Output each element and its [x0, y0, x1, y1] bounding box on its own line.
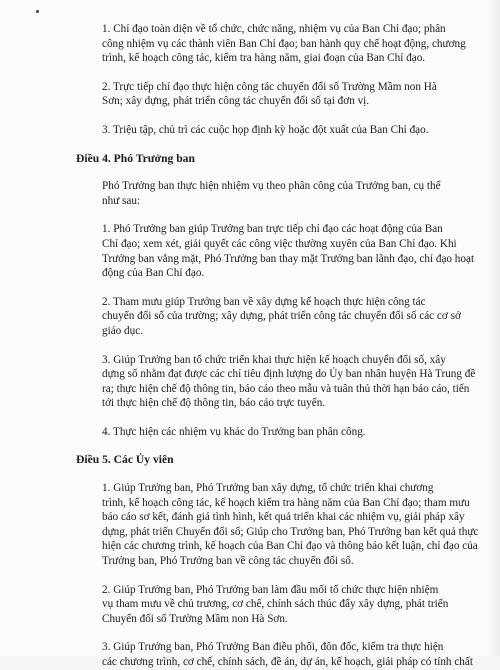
paragraph-art5-item2	[76, 583, 460, 627]
text-line: Chuyển đổi số Trường Mầm non Hà Sơn.	[102, 612, 288, 625]
text-line: 2. Trực tiếp chỉ đạo thực hiện công tác chuyển đổi số Trường Mầm non Hà	[102, 80, 437, 93]
text-line: 1. Chỉ đạo toàn diện về tổ chức, chức năng, nhiệm vụ của Ban Chỉ đạo; phân	[102, 23, 446, 35]
text-line: Sơn; xây dựng, phát triển công tác chuyển đổi số tại đơn vị.	[102, 95, 370, 108]
text-line: dựng, phát triển Chuyển đổi số; Giúp cho Trưởng ban, Phó Trưởng ban kết quả thực	[102, 525, 479, 538]
paragraph-art5-item3	[76, 640, 473, 669]
text-line: 3. Triệu tập, chủ trì các cuộc họp định kỳ hoặc đột xuất của Ban Chỉ đạo.	[102, 123, 429, 136]
paragraph-art4-item1	[76, 222, 475, 280]
paragraph-art4-item3	[76, 353, 476, 411]
text-line: Trưởng ban, Phó Trưởng ban về công tác chuyển đổi số.	[102, 555, 354, 568]
text-line: động của Ban Chỉ đạo.	[102, 267, 205, 280]
text-line: vụ tham mưu về chủ trương, cơ chế, chính sách thúc đẩy xây dựng, phát triển	[102, 598, 449, 611]
paragraph-art3-item2	[76, 80, 460, 109]
paragraph-art4-intro	[76, 179, 460, 208]
text-line: 2. Giúp Trưởng ban, Phó Trưởng ban làm đầu mối tổ chức thực hiện nhiệm	[102, 583, 439, 596]
text-line: 4. Thực hiện các nhiệm vụ khác do Trưởng ban phân công.	[102, 425, 366, 438]
text-line: ra; thực hiện chế độ thông tin, báo cáo theo mẫu và tuân thủ thời hạn báo cáo, tiến	[102, 382, 470, 395]
text-line: chuyển đổi số của trường; xây dựng, phát triển công tác chuyển đổi số các cơ sở	[102, 310, 461, 323]
text-line: Trưởng ban vắng mặt, Phó Trưởng ban thay mặt Trưởng ban lãnh đạo, chỉ đạo hoạt	[102, 252, 475, 265]
text-line: tới thực hiện chế độ thông tin, báo cáo trực tuyến.	[102, 397, 326, 410]
paragraph-art3-item3	[76, 123, 460, 138]
text-line: 3. Giúp Trưởng ban, Phó Trưởng Ban điều phối, đôn đốc, kiểm tra thực hiện	[102, 641, 444, 654]
text-line: 1. Giúp Trưởng ban, Phó Trưởng ban xây dựng, tổ chức triển khai chương	[102, 482, 434, 495]
paragraph-art4-item4	[76, 425, 460, 440]
text-line: trình, kế hoạch công tác, kế hoạch kiểm tra hàng năm của Ban Chỉ đạo; tham mưu	[102, 496, 470, 509]
paragraph-art5-item1	[76, 481, 479, 569]
text-line: như sau:	[102, 194, 141, 207]
article-4-heading: Điều 4. Phó Trưởng ban	[76, 151, 195, 165]
page-edge-shadow	[488, 0, 500, 656]
text-line: báo cáo sơ kết, đánh giá tình hình, kết quả triển khai các nhiệm vụ, giải pháp xây	[102, 511, 465, 524]
text-line: trình, kế hoạch công tác, kiểm tra hàng năm, giai đoạn của Ban Chỉ đạo.	[102, 52, 426, 65]
text-line: dựng số nhằm đạt được các chỉ tiêu định lượng do Ủy ban nhân huyện Hà Trung đề	[102, 368, 476, 381]
paragraph-art3-item1	[76, 22, 466, 66]
text-line: Phó Trưởng ban thực hiện nhiệm vụ theo phân công của Trưởng ban, cụ thể	[102, 180, 441, 193]
article-5-heading: Điều 5. Các Ủy viên	[76, 453, 174, 467]
scan-mark	[36, 10, 39, 13]
text-line: giáo dục.	[102, 324, 144, 337]
text-line: 3. Giúp Trưởng ban tổ chức triển khai thực hiện kế hoạch chuyển đổi số, xây	[102, 353, 446, 366]
text-line: các chương trình, cơ chế, chính sách, đề án, dự án, kế hoạch, giải pháp có tính chất	[102, 656, 473, 668]
text-line: Chỉ đạo; xem xét, giải quyết các công việc thường xuyên của Ban Chỉ đạo. Khi	[102, 237, 457, 250]
text-line: 1. Phó Trưởng ban giúp Trưởng ban trực tiếp chỉ đạo các hoạt động của Ban	[102, 223, 443, 236]
paragraph-art4-item2	[76, 295, 460, 339]
text-line: hiện các chương trình, kế hoạch của Ban Chỉ đạo và thông báo kết luận, chỉ đạo của	[102, 540, 478, 553]
text-line: công nhiệm vụ các thành viên Ban Chỉ đạo; ban hành quy chế hoạt động, chương	[102, 37, 466, 50]
text-line: 2. Tham mưu giúp Trưởng ban về xây dựng kế hoạch thực hiện công tác	[102, 295, 426, 308]
